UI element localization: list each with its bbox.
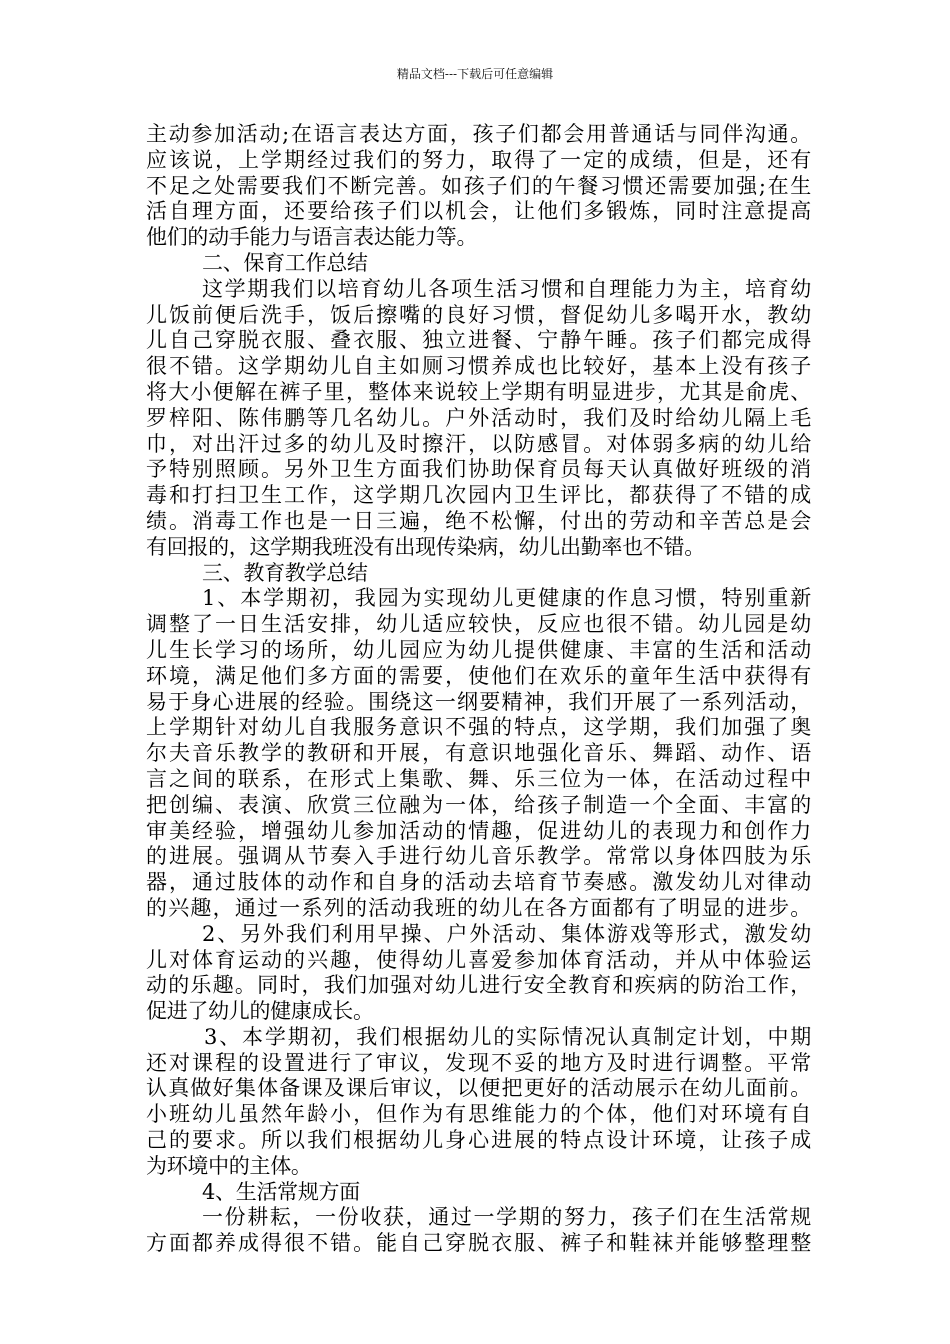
text-line: 予特别照顾。另外卫生方面我们协助保育员每天认真做好班级的消 [146,457,811,482]
text-line: 主动参加活动;在语言表达方面，孩子们都会用普通话与同伴沟通。 [146,122,811,146]
text-line: 2、另外我们利用早操、户外活动、集体游戏等形式，激发幼 [202,921,811,946]
text-line: 这学期我们以培育幼儿各项生活习惯和自理能力为主，培育幼 [202,276,811,301]
text-line: 器，通过肢体的动作和自身的活动去培育节奏感。激发幼儿对律动 [146,870,811,895]
text-line: 活自理方面，还要给孩子们以机会，让他们多锻炼，同时注意提高 [146,199,811,224]
text-line: 1、本学期初，我园为实现幼儿更健康的作息习惯，特别重新 [202,586,811,611]
text-line: 绩。消毒工作也是一日三遍，绝不松懈，付出的劳动和辛苦总是会 [146,508,811,533]
text-line: 儿饭前便后洗手，饭后擦嘴的良好习惯，督促幼儿多喝开水，教幼 [146,302,811,327]
text-line: 罗梓阳、陈伟鹏等几名幼儿。户外活动时，我们及时给幼儿隔上毛 [146,405,811,430]
text-line: 应该说，上学期经过我们的努力，取得了一定的成绩，但是，还有 [146,147,811,172]
text-line: 动的乐趣。同时，我们加强对幼儿进行安全教育和疾病的防治工作， [146,973,811,998]
text-line: 促进了幼儿的健康成长。 [146,999,374,1024]
text-line: 儿自己穿脱衣服、叠衣服、独立进餐、宁静午睡。孩子们都完成得 [146,328,811,353]
page-header: 精品文档---下载后可任意编辑 [396,67,554,81]
text-line: 把创编、表演、欣赏三位融为一体，给孩子制造一个全面、丰富的 [146,792,811,817]
text-line: 儿对体育运动的兴趣，使得幼儿喜爱参加体育活动，并从中体验运 [146,947,811,972]
text-line: 调整了一日生活安排，幼儿适应较快，反应也很不错。幼儿园是幼 [146,612,811,637]
text-line: 上学期针对幼儿自我服务意识不强的特点，这学期，我们加强了奥 [146,715,811,740]
text-line: 还对课程的设置进行了审议，发现不妥的地方及时进行调整。平常 [146,1050,811,1075]
text-line: 的兴趣，通过一系列的活动我班的幼儿在各方面都有了明显的进步。 [146,895,811,920]
text-line: 三、教育教学总结 [202,560,368,585]
text-line: 不足之处需要我们不断完善。如孩子们的午餐习惯还需要加强;在生 [146,173,811,198]
text-line: 审美经验，增强幼儿参加活动的情趣，促进幼儿的表现力和创作力 [146,818,811,843]
text-line: 3、本学期初，我们根据幼儿的实际情况认真制定计划，中期 [204,1024,811,1049]
text-line: 为环境中的主体。 [146,1153,312,1178]
text-line: 巾，对出汗过多的幼儿及时擦汗，以防感冒。对体弱多病的幼儿给 [146,431,811,456]
text-line: 小班幼儿虽然年龄小，但作为有思维能力的个体，他们对环境有自 [146,1102,811,1127]
text-line: 毒和打扫卫生工作，这学期几次园内卫生评比，都获得了不错的成 [146,483,811,508]
text-line: 很不错。这学期幼儿自主如厕习惯养成也比较好，基本上没有孩子 [146,354,811,379]
document-body [146,122,811,1257]
text-line: 二、保育工作总结 [202,250,368,275]
text-line: 的进展。强调从节奏入手进行幼儿音乐教学。常常以身体四肢为乐 [146,844,811,869]
text-line: 儿生长学习的场所，幼儿园应为幼儿提供健康、丰富的生活和活动 [146,637,811,662]
text-line: 言之间的联系，在形式上集歌、舞、乐三位为一体，在活动过程中 [146,766,811,791]
text-line: 环境，满足他们多方面的需要，使他们在欢乐的童年生活中获得有 [146,663,811,688]
text-line: 他们的动手能力与语言表达能力等。 [146,225,478,250]
text-line: 尔夫音乐教学的教研和开展，有意识地强化音乐、舞蹈、动作、语 [146,741,811,766]
text-line: 易于身心进展的经验。围绕这一纲要精神，我们开展了一系列活动， [146,689,811,714]
text-line: 有回报的，这学期我班没有出现传染病，幼儿出勤率也不错。 [146,534,705,559]
text-line: 方面都养成得很不错。能自己穿脱衣服、裤子和鞋袜并能够整理整 [146,1231,811,1256]
text-line: 4、生活常规方面 [202,1179,360,1204]
text-line: 一份耕耘，一份收获，通过一学期的努力，孩子们在生活常规 [202,1205,811,1230]
text-line: 己的要求。所以我们根据幼儿身心进展的特点设计环境，让孩子成 [146,1128,811,1153]
text-line: 认真做好集体备课及课后审议，以便把更好的活动展示在幼儿面前。 [146,1076,811,1101]
text-line: 将大小便解在裤子里，整体来说较上学期有明显进步，尤其是俞虎、 [146,379,811,404]
